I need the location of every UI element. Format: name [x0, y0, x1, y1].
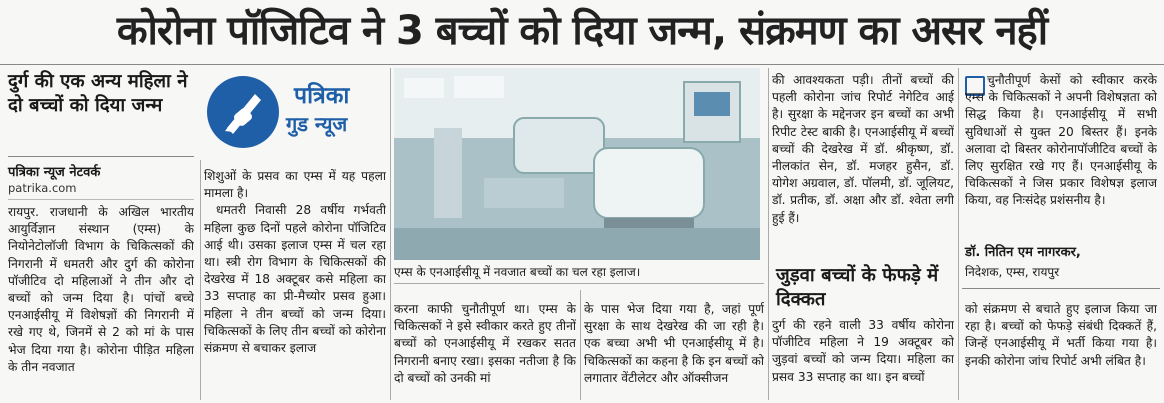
column-divider — [768, 68, 769, 400]
byline: पत्रिका न्यूज नेटवर्क — [8, 165, 101, 180]
article-column-3 — [394, 301, 576, 400]
article-text: की आवश्यकता पड़ी। तीनों बच्चों की पहली कोरोना जांच रिपोर्ट नेगेटिव आई है। सुरक्षा के मद्देनजर इन बच्चों का अभी रिपीट टेस्ट बाकी है। एनआईसीयू में बच्चों बच्चों की देखरेख में डॉ. श्रीकृष्ण, डॉ. नीलकांत सेन, डॉ. मजहर हुसैन, डॉ. योगेश अग्रवाल, डॉ. पॉलमी, डॉ. जूलियट, डॉ. प्रतीक, डॉ. अक्षा और डॉ. श्वेता लगी हुई हैं। — [772, 73, 954, 225]
column-divider — [200, 160, 201, 400]
photo-caption: एम्स के एनआईसीयू में नवजात बच्चों का चल रहा इलाज। — [394, 265, 641, 279]
article-column-6 — [965, 301, 1157, 400]
article-column-5b — [772, 317, 954, 400]
headline: कोरोना पॉजिटिव ने 3 बच्चों को दिया जन्म, संक्रमण का असर नहीं — [116, 8, 1048, 54]
article-text: रायपुर. राजधानी के अखिल भारतीय आयुर्विज्ञान संस्थान (एम्स) के नियोनेटोलॉजी विभाग के चिकित्सकों की निगरानी में धमतरी और दुर्ग की कोरोना पॉजीटिव दो महिलाओं ने तीन और दो बच्चों को जन्म दिया है। पांचों बच्चे एनआईसीयू में विशेषज्ञों की निगरानी में रखे गए थे, जिनमें से 2 को मां के पास भेज दिया गया है। कोरोना पीड़ित महिला के तीन नवजात — [8, 205, 194, 374]
article-text: दुर्ग की रहने वाली 33 वर्षीय कोरोना पॉजीटिव महिला ने 19 अक्टूबर को जुड़वां बच्चों को जन्म दिया। महिला का प्रसव 33 सप्ताह का था। इन बच्चों — [772, 318, 954, 384]
article-column-1 — [8, 204, 194, 399]
subheading-twins: जुड़वा बच्चों के फेफड़े में दिक्कत — [776, 265, 939, 310]
article-text: के पास भेज दिया गया है, जहां पूर्ण सुरक्षा के साथ देखरेख की जा रही है। एक बच्चा अभी भी एनआईसीयू में है। चिकित्सकों का कहना है कि इन बच्चों को लगातार वेंटीलेटर और ऑक्सीजन — [584, 302, 764, 385]
article-column-5 — [772, 72, 954, 260]
signature-name: डॉ. नितिन एम नागरकर, — [965, 245, 1081, 260]
quote-rule — [962, 288, 1160, 289]
article-text: को संक्रमण से बचाते हुए इलाज किया जा रहा है। बच्चों को फेफड़े संबंधी दिक्कतें हैं, जिन्हें एनआईसीयू में भर्ती किया गया है। इनकी कोरोना जांच रिपोर्ट अभी लंबित है। — [965, 302, 1157, 368]
logo-title: पत्रिका — [294, 83, 350, 109]
byline-rule — [8, 156, 194, 157]
good-news-logo — [207, 76, 279, 148]
column-rule — [8, 199, 194, 200]
article-column-2 — [204, 168, 386, 400]
nicu-illustration — [394, 68, 760, 260]
quote-text: चुनौतीपूर्ण केसों को स्वीकार करके एम्स के चिकित्सकों ने अपनी विशेषज्ञता को सिद्ध किया है। एनआईसीयू में सभी सुविधाओं से युक्त 20 बिस्तर हैं। इनके अलावा दो बिस्तर कोरोनापॉजीटिव बच्चों के लिए सुरक्षित रखे गए हैं। एनआईसीयू के चिकित्सकों ने जिस प्रकार विशेषज्ञ इलाज किया, वह निःसंदेह प्रशंसनीय है। — [965, 73, 1157, 208]
site-link[interactable]: patrika.com — [8, 181, 77, 195]
column-divider — [958, 68, 959, 400]
article-text: शिशुओं के प्रसव का एम्स में यह पहला मामला है। — [204, 169, 386, 201]
article-text: करना काफी चुनौतीपूर्ण था। एम्स के चिकित्सकों ने इसे स्वीकार करते हुए तीनों बच्चों को एनआईसीयू में रखकर सतत निगरानी बनाए रखा। इसका नतीजा है कि दो बच्चों को उनकी मां — [394, 302, 576, 385]
column-divider — [390, 68, 391, 400]
article-column-4 — [584, 301, 764, 400]
pen-hand-icon — [207, 76, 279, 148]
article-text: धमतरी निवासी 28 वर्षीय गर्भवती महिला कुछ दिनों पहले कोरोना पॉजिटिव आई थी। उसका इलाज एम्स में चल रहा था। स्त्री रोग विभाग के चिकित्सकों की देखरेख में 18 अक्टूबर कसे महिला का 33 सप्ताह का प्री-मैच्योर प्रसव हुआ। महिला ने तीन बच्चों को जन्म दिया। चिकित्सकों के लिए तीन बच्चों को कोरोना संक्रमण से बचाकर इलाज — [204, 203, 386, 356]
logo-subtitle: गुड न्यूज — [286, 112, 348, 136]
headline-rule — [0, 64, 1164, 65]
nicu-photo — [394, 68, 760, 260]
director-quote — [965, 72, 1157, 237]
subheading: दुर्ग की एक अन्य महिला ने दो बच्चों को दिया जन्म — [8, 71, 188, 116]
caption-rule — [394, 283, 764, 284]
column-divider — [580, 290, 581, 400]
signature-role: निदेशक, एम्स, रायपुर — [965, 265, 1060, 279]
